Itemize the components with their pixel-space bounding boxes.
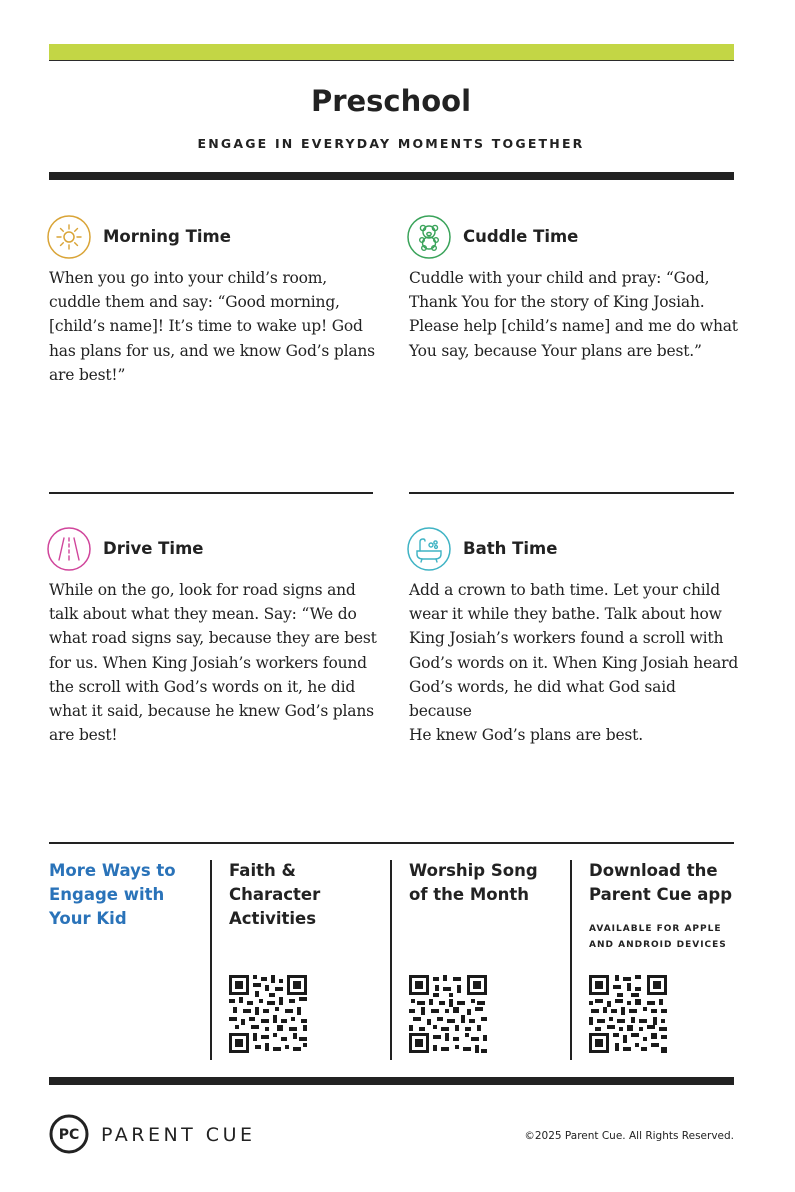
card-line: are best! [49,726,118,745]
page-title: Preschool [310,84,472,118]
card-heading: Morning Time [103,227,231,246]
sun-icon [47,215,91,259]
more-ways-line: Your Kid [49,909,127,928]
card-cuddle-time [407,215,451,264]
qr-code-parent-cue-app[interactable] [589,975,667,1053]
card-body [49,266,379,387]
card-line: the scroll with God’s words on it, he did [49,677,356,696]
availability-line: AVAILABLE FOR APPLE [589,924,722,934]
faith-activities-heading [229,859,379,931]
card-line: Please help [child’s name] and me do what [409,317,738,336]
download-line: Parent Cue app [589,885,733,904]
card-line: what it said, because he knew God’s plans [49,702,374,721]
header-divider [49,172,734,180]
card-line: for us. When King Josiah’s workers found [49,653,367,672]
faith-line: Activities [229,909,317,928]
divider-left [49,492,373,494]
card-line: what road signs say, because they are best [49,629,377,648]
card-morning-time [47,215,91,264]
column-divider [210,860,212,1060]
card-line: cuddle them and say: “Good morning, [49,293,340,312]
card-line: [child’s name]! It’s time to wake up! God [49,317,363,336]
card-line: Cuddle with your child and pray: “God, [409,269,710,287]
card-line: wear it while they bathe. Talk about how [409,605,722,624]
faith-line: Character [229,885,321,904]
column-divider [570,860,572,1060]
card-drive-time [47,527,91,576]
download-line: Download the [589,861,718,880]
copyright-text: ©2025 Parent Cue. All Rights Reserved. [524,1130,734,1142]
divider-right [409,492,734,494]
worship-line: Worship Song [409,861,538,880]
card-body [409,266,739,363]
availability-line: AND ANDROID DEVICES [589,940,727,950]
card-line: Thank You for the story of King Josiah. [409,293,705,312]
availability-note [589,921,739,953]
card-heading: Drive Time [103,539,204,558]
bathtub-icon [407,527,451,571]
teddy-bear-icon [407,215,451,259]
road-icon [47,527,91,571]
card-line: King Josiah’s workers found a scroll with [409,629,724,648]
faith-line: Faith & [229,861,296,880]
card-heading: Bath Time [463,539,558,558]
card-line: Add a crown to bath time. Let your child [409,581,720,599]
card-line: You say, because Your plans are best.” [409,341,702,360]
footer-bottom-divider [49,1077,734,1085]
card-line: God’s words, he did what God said because [409,677,676,721]
accent-bar [49,44,734,61]
footer-top-divider [49,842,734,844]
card-body [49,578,379,747]
download-app-heading [589,859,739,907]
parent-cue-logo-icon [49,1114,89,1154]
card-line: talk about what they mean. Say: “We do [49,605,357,624]
card-line: While on the go, look for road signs and [49,581,356,599]
more-ways-line: More Ways to [49,861,176,880]
card-line: He knew God’s plans are best. [409,726,643,745]
qr-code-worship-song[interactable] [409,975,487,1053]
card-line: When you go into your child’s room, [49,269,328,287]
column-divider [390,860,392,1060]
card-line: are best!” [49,365,126,384]
worship-song-heading [409,859,559,907]
page-subtitle: ENGAGE IN EVERYDAY MOMENTS TOGETHER [197,136,585,151]
worship-line: of the Month [409,885,529,904]
logo-text: PARENT CUE [101,1124,256,1146]
more-ways-link[interactable] [49,859,199,931]
card-body [409,578,739,747]
card-line: has plans for us, and we know God’s plans [49,341,375,360]
more-ways-line: Engage with [49,885,165,904]
card-line: God’s words on it. When King Josiah heard [409,653,739,672]
logo-mark-text: PC [58,1127,80,1143]
card-bath-time [407,527,451,576]
qr-code-faith-activities[interactable] [229,975,307,1053]
card-heading: Cuddle Time [463,227,579,246]
